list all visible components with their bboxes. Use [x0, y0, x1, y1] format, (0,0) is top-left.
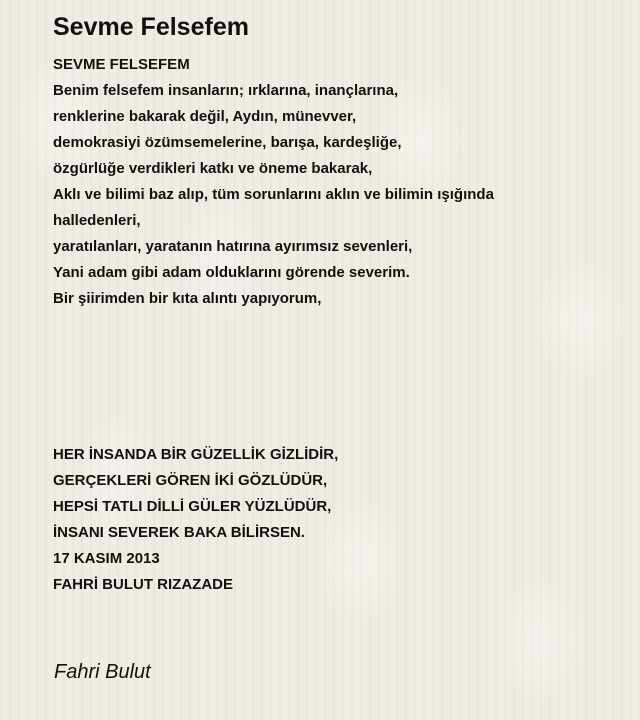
poem-line: yaratılanları, yaratanın hatırına ayırımsız sevenleri, [53, 238, 413, 255]
poem-line: Yani adam gibi adam olduklarını görende severim. [53, 264, 410, 281]
poem-line: Aklı ve bilimi baz alıp, tüm sorunlarını aklın ve bilimin ışığında [53, 186, 494, 203]
poem-line: demokrasiyi özümsemelerine, barışa, kardeşliğe, [53, 134, 402, 151]
poem-line: özgürlüğe verdikleri katkı ve öneme bakarak, [53, 160, 373, 177]
poem-line: SEVME FELSEFEM [53, 56, 190, 73]
blank-line [53, 416, 623, 442]
author-signature: Fahri Bulut [54, 661, 151, 683]
blank-line [53, 364, 623, 390]
poem-line: İNSANI SEVEREK BAKA BİLİRSEN. [53, 524, 305, 541]
poem-line: Benim felsefem insanların; ırklarına, inançlarına, [53, 82, 399, 99]
poem-date: 17 KASIM 2013 [53, 550, 160, 567]
poem-body [53, 52, 623, 598]
blank-line [53, 390, 623, 416]
blank-line [53, 338, 623, 364]
page-title: Sevme Felsefem [53, 13, 249, 41]
poem-line: renklerine bakarak değil, Aydın, münevver, [53, 108, 357, 125]
blank-line [53, 312, 623, 338]
poem-author-line: FAHRİ BULUT RIZAZADE [53, 576, 233, 593]
poem-line: HER İNSANDA BİR GÜZELLİK GİZLİDİR, [53, 446, 339, 463]
poem-line: Bir şiirimden bir kıta alıntı yapıyorum, [53, 290, 322, 307]
poem-line: halledenleri, [53, 212, 141, 229]
poem-line: GERÇEKLERİ GÖREN İKİ GÖZLÜDÜR, [53, 472, 328, 489]
poem-line: HEPSİ TATLI DİLLİ GÜLER YÜZLÜDÜR, [53, 498, 332, 515]
